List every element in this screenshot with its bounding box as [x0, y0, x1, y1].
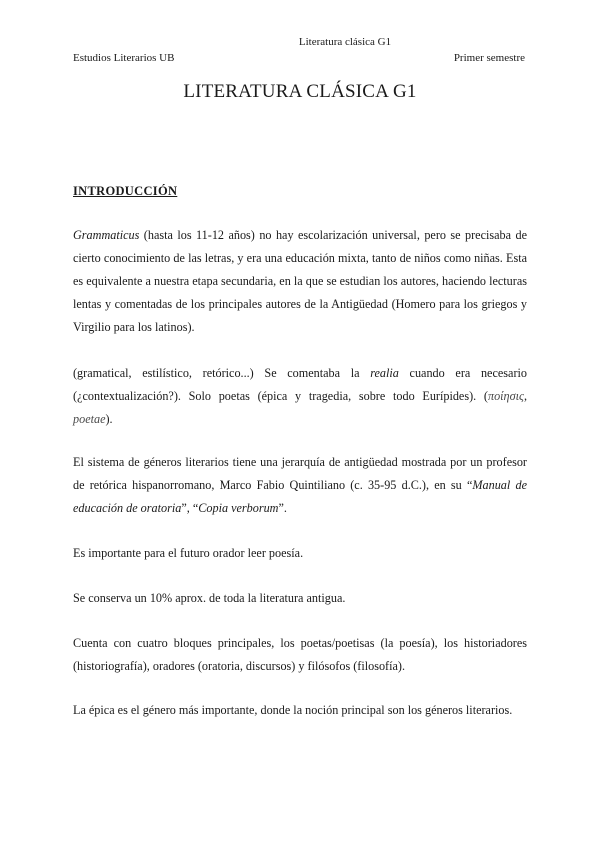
- italic-term: Grammaticus: [73, 228, 140, 242]
- header-left-text: Estudios Literarios UB: [73, 52, 175, 64]
- paragraph-2-text-b: cuando era necesario (¿contextualización?). Solo poetas (épica y tragedia, sobre todo Eurípides). (: [73, 366, 527, 403]
- paragraph-6: [73, 632, 527, 678]
- paragraph-2-text-a: (gramatical, estilístico, retórico...) Se comentaba la: [73, 366, 371, 380]
- paragraph-6-text: Cuenta con cuatro bloques principales, los poetas/poetisas (la poesía), los historiadores (historiografía), oradores (oratoria, discursos) y filósofos (filosofía).: [73, 636, 527, 673]
- paragraph-4: [73, 542, 527, 565]
- italic-poetae: poetae: [73, 412, 106, 426]
- paragraph-3-text-b: ”, “: [181, 501, 199, 515]
- italic-realia: realia: [370, 366, 399, 380]
- paragraph-5-text: Se conserva un 10% aprox. de toda la literatura antigua.: [73, 591, 346, 605]
- header-center-title: Literatura clásica G1: [298, 36, 392, 48]
- paragraph-7-text: La épica es el género más importante, donde la noción principal son los géneros literarios.: [73, 703, 513, 717]
- paragraph-1: [73, 224, 527, 339]
- header-right-text: Primer semestre: [453, 52, 525, 64]
- paragraph-2-text-d: ).: [105, 412, 113, 426]
- document-title: LITERATURA CLÁSICA G1: [183, 81, 417, 102]
- paragraph-1-text: (hasta los 11-12 años) no hay escolarización universal, pero se precisaba de cierto conocimiento de las letras, y era una educación mixta, tanto de niños como niñas. Esta es equivalente a nuestra etapa secundaria, en la que se estudian los autores, haciendo lecturas lentas y comentadas de los principales autores de la Antigüedad (Homero para los griegos y Virgilio para los latinos).: [73, 228, 527, 334]
- greek-term: ποίησις: [487, 389, 524, 403]
- paragraph-2-text-c: ,: [523, 389, 527, 403]
- italic-book-title-1: Manual de educación de oratoria: [73, 478, 527, 515]
- italic-book-title-2: Copia verborum: [198, 501, 279, 515]
- paragraph-3-text-c: ”.: [278, 501, 287, 515]
- paragraph-4-text: Es importante para el futuro orador leer poesía.: [73, 546, 304, 560]
- paragraph-7: [73, 699, 527, 722]
- paragraph-5: [73, 587, 527, 610]
- paragraph-2: [73, 362, 527, 431]
- paragraph-3: [73, 451, 527, 520]
- paragraph-3-text-a: El sistema de géneros literarios tiene una jerarquía de antigüedad mostrada por un profesor de retórica hispanorromano, Marco Fabio Quintiliano (c. 35-95 d.C.), en su “: [73, 455, 527, 492]
- section-heading: INTRODUCCIÓN: [73, 184, 178, 198]
